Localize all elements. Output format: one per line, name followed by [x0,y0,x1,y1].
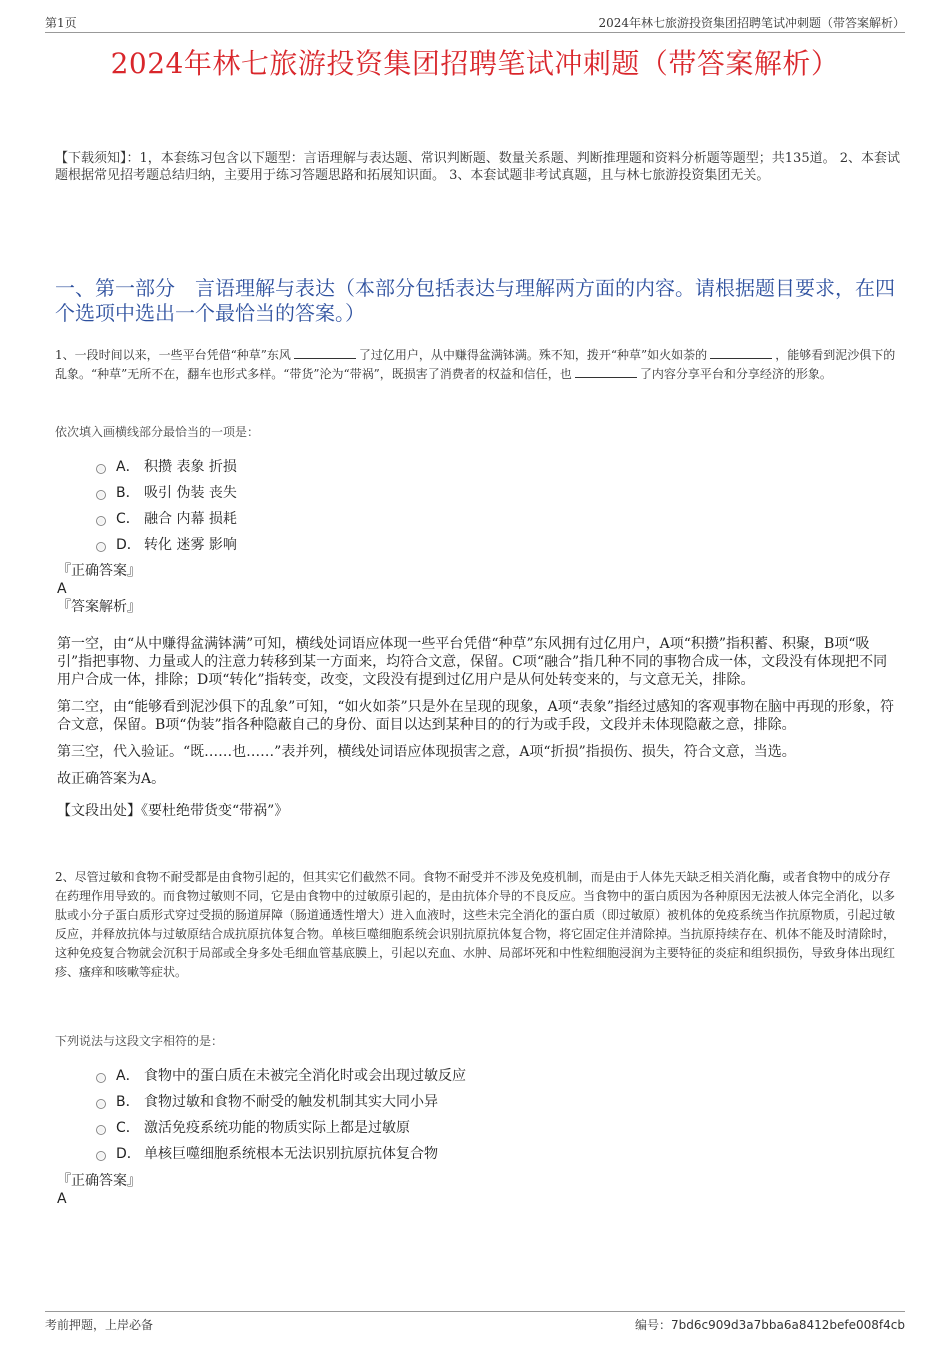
answer-label: 『正确答案』 [57,563,141,579]
option-text: 食物中的蛋白质在未被完全消化时或会出现过敏反应 [144,1068,466,1084]
q1-text-part: 了过亿用户，从中赚得盆满钵满。殊不知，拨开“种草”如火如荼的 [358,348,708,362]
option-text: 食物过敏和食物不耐受的触发机制其实大同小异 [144,1094,438,1110]
header-doc-title: 2024年林七旅游投资集团招聘笔试冲刺题（带答案解析） [598,16,905,30]
question-2-options [96,1062,876,1166]
option-a[interactable] [96,1062,876,1088]
option-letter: B． [116,1094,140,1110]
analysis-paragraph: 故正确答案为A。 [57,771,166,787]
option-text: 积攒 表象 折损 [144,459,237,475]
option-letter: A． [116,1068,140,1084]
option-text: 激活免疫系统功能的物质实际上都是过敏原 [144,1120,410,1136]
analysis-label: 『答案解析』 [57,599,141,615]
q1-answer-block [57,562,141,616]
answer-value: A [57,1191,67,1207]
fill-blank [294,346,356,359]
download-notice: 【下载须知】：1，本套练习包含以下题型：言语理解与表达题、常识判断题、数量关系题、判断推理题和资料分析题等题型；共135道。 2、本套试题根据常见招考题总结归纳，主要用于练习答题思路和拓展知识面。 3、本套试题非考试真题，且与林七旅游投资集团无关。 [55,151,900,183]
page-number: 第1页 [45,16,77,30]
page-footer [45,1311,905,1332]
radio-icon[interactable] [96,490,106,500]
footer-slogan: 考前押题，上岸必备 [45,1318,154,1332]
q1-text-part: ，能够看到泥沙俱下的乱象。“种草”无所不在，翻车也形式多样。“带货”沦为“带祸”，既损害了消费者的权益和信任，也 [55,348,896,381]
analysis-paragraph: 第一空，由“从中赚得盆满钵满”可知，横线处词语应体现一些平台凭借“种草”东风拥有过亿用户，A项“积攒”指积蓄、积聚，B项“吸引”指把事物、力量或人的注意力转移到某一方面来，均符合文意，保留。C项“融合”指几种不同的事物合成一体，文段没有体现把不同用户合成一体，排除；D项“转化”指转变，改变，文段没有提到过亿用户是从何处转变来的，与文意无关，排除。 [57,636,888,688]
q1-analysis [57,635,895,829]
question-1-prompt: 依次填入画横线部分最恰当的一项是： [55,425,260,439]
option-letter: D． [116,537,141,553]
footer-doc-id: 编号：7bd6c909d3a7bba6a8412befe008f4cb [635,1318,905,1332]
option-text: 单核巨噬细胞系统根本无法识别抗原抗体复合物 [144,1146,438,1162]
option-letter: C． [116,511,140,527]
q1-text-part: 了内容分享平台和分享经济的形象。 [639,367,832,381]
section-title: 一、第一部分 言语理解与表达（本部分包括表达与理解两方面的内容。请根据题目要求，在四个选项中选出一个最恰当的答案。） [55,276,895,325]
page-title: 2024年林七旅游投资集团招聘笔试冲刺题（带答案解析） [110,47,840,80]
option-d[interactable] [96,1140,876,1166]
question-1-text [55,346,900,384]
option-c[interactable] [96,1114,876,1140]
fill-blank [710,346,772,359]
radio-icon[interactable] [96,542,106,552]
analysis-paragraph: 第二空，由“能够看到泥沙俱下的乱象”可知，“如火如荼”只是外在呈现的现象，A项“表象”指经过感知的客观事物在脑中再现的形象，符合文意，保留。B项“伪装”指各种隐蔽自己的身份、面目以达到某种目的的行为或手段，文段并未体现隐蔽之意，排除。 [57,699,895,733]
radio-icon[interactable] [96,1099,106,1109]
radio-icon[interactable] [96,1125,106,1135]
option-text: 转化 迷雾 影响 [144,537,237,553]
option-d[interactable] [96,531,876,557]
option-letter: B． [116,485,140,501]
answer-value: A [57,581,67,597]
fill-blank [575,365,637,378]
option-letter: C． [116,1120,140,1136]
option-text: 吸引 伪装 丧失 [144,485,237,501]
q1-text-part: 1、一段时间以来，一些平台凭借“种草”东风 [55,348,291,362]
question-2-text: 2、尽管过敏和食物不耐受都是由食物引起的，但其实它们截然不同。食物不耐受并不涉及免疫机制，而是由于人体先天缺乏相关消化酶，或者食物中的成分存在药理作用导致的。而食物过敏则不同，它是由食物中的过敏原引起的，是由抗体介导的不良反应。当食物中的蛋白质因为各种原因无法被人体完全消化，以多肽或小分子蛋白质形式穿过受损的肠道屏障（肠道通透性增大）进入血液时，这些未完全消化的蛋白质（即过敏原）被机体的免疫系统当作抗原物质，引起过敏反应，并释放抗体与过敏原结合成抗原抗体复合物。单核巨噬细胞系统会识别抗原抗体复合物，将它固定住并清除掉。当抗原持续存在、机体不能及时清除时，这种免疫复合物就会沉积于局部或全身多处毛细血管基底膜上，引起以充血、水肿、局部坏死和中性粒细胞浸润为主要特征的炎症和组织损伤，导致身体出现红疹、瘙痒和咳嗽等症状。 [55,870,896,979]
page-header [45,12,905,33]
radio-icon[interactable] [96,464,106,474]
radio-icon[interactable] [96,516,106,526]
radio-icon[interactable] [96,1073,106,1083]
analysis-paragraph: 第三空，代入验证。“既……也……”表并列，横线处词语应体现损害之意，A项“折损”指损伤、损失，符合文意，当选。 [57,744,796,760]
radio-icon[interactable] [96,1151,106,1161]
option-letter: A． [116,459,140,475]
answer-label: 『正确答案』 [57,1173,141,1189]
source-note: 【文段出处】《要杜绝带货变“带祸”》 [57,803,289,819]
option-c[interactable] [96,505,876,531]
option-letter: D． [116,1146,141,1162]
question-1-options [96,453,876,557]
option-a[interactable] [96,453,876,479]
option-b[interactable] [96,479,876,505]
q2-answer-block [57,1172,141,1208]
option-text: 融合 内幕 损耗 [144,511,237,527]
option-b[interactable] [96,1088,876,1114]
question-2-prompt: 下列说法与这段文字相符的是： [55,1034,224,1048]
